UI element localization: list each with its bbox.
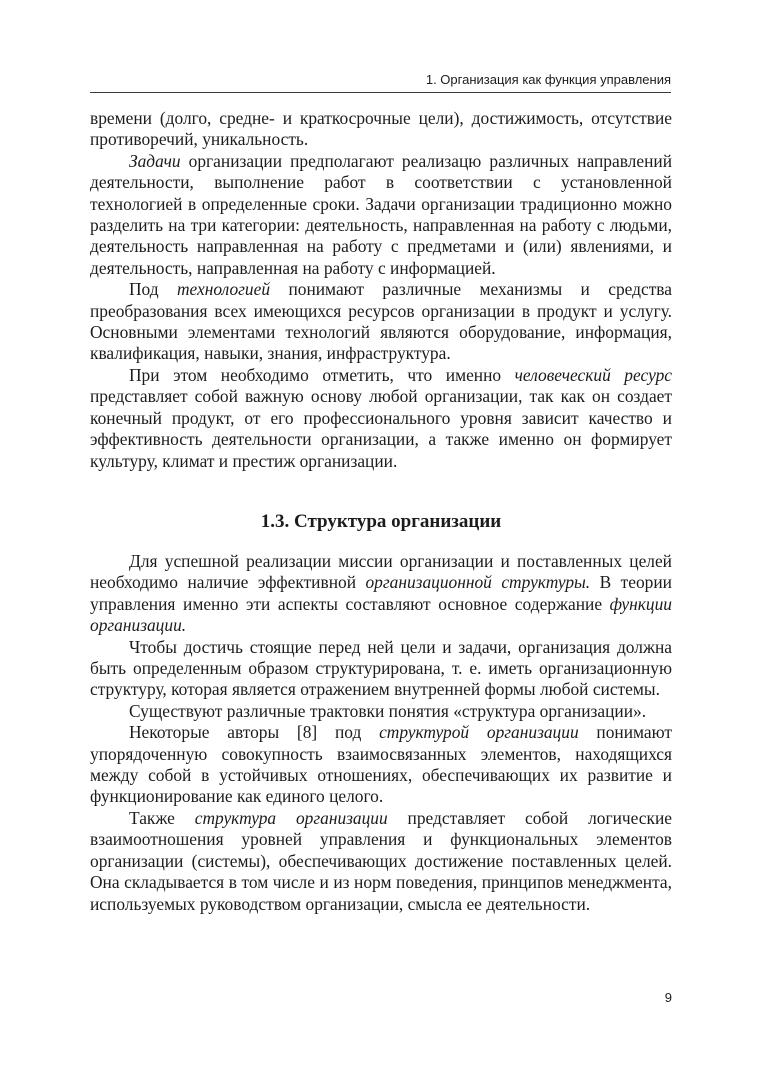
paragraph-human-resource	[90, 365, 672, 472]
paragraph-text: организации предполагают реализацю различных направлений деятельности, выполнение работ в соответствии с установленной технологией в определенные сроки. Задачи организации традиционно можно разделить на три категории: деятельность, направленная на работу с людьми, деятельность направленная на работу с предметами и (или) явлениями, и деятельность, направленная на работу с информацией.	[90, 150, 672, 278]
paragraph-continuation	[90, 108, 672, 151]
paragraph-text: времени (долго, средне- и краткосрочные цели), достижимость, отсутствие противоречий, уникальность.	[90, 108, 672, 150]
term-structure: структура организации	[194, 807, 388, 828]
paragraph-technology	[90, 279, 672, 365]
term-technology: технологией	[177, 279, 271, 300]
paragraph-text: Чтобы достичь стоящие перед ней цели и задачи, организация должна быть определенным образом структурирована, т. е. иметь организационную структуру, которая является отражением внутренней формы любой системы.	[90, 636, 672, 700]
page-number: 9	[664, 990, 672, 1005]
paragraph-lead: Под	[129, 279, 177, 300]
term-human-resource: человеческий ресурс	[514, 364, 672, 385]
paragraph-lead: Некоторые авторы [8] под	[129, 722, 380, 743]
paragraph-interpretations	[90, 701, 672, 722]
paragraph-text: представляет собой логические взаимоотношения уровней управления и функциональных элементов организации (системы), обеспечивающих достижение поставленных целей. Она складывается в том числе и из норм поведения, принципов менеджмента, используемых руководством организации, смысла ее деятельности.	[90, 807, 672, 914]
paragraph-text: понимают упорядоченную совокупность взаимосвязанных элементов, находящихся между собой в устойчивых отношениях, обеспечивающих их развитие и функционирование как единого целого.	[90, 722, 672, 807]
section-heading: 1.3. Структура организации	[260, 511, 502, 532]
paragraph-goals	[90, 637, 672, 701]
paragraph-org-structure	[90, 551, 672, 637]
paragraph-lead: Для успешной реализации миссии организации и поставленных целей необходимо наличие эффективной	[90, 551, 672, 593]
body-text-lower	[90, 551, 672, 915]
paragraph-text: понимают различные механизмы и средства преобразования всех имеющихся ресурсов организации в продукт и услугу. Основными элементами технологий являются оборудование, информация, квалификация, навыки, знания, инфраструктура.	[90, 279, 672, 364]
paragraph-text: В теории управления именно эти аспекты составляют основное содержание	[90, 572, 672, 614]
paragraph-tasks	[90, 151, 672, 279]
term-tasks: Задачи	[129, 150, 181, 171]
paragraph-lead: При этом необходимо отметить, что именно	[129, 364, 515, 385]
body-text-upper	[90, 108, 672, 472]
paragraph-lead: Также	[129, 807, 195, 828]
term-structure: структурой организации	[379, 722, 579, 743]
running-header-title: 1. Организация как функция управления	[425, 72, 671, 87]
term-org-structure: организационной структуры.	[365, 572, 591, 593]
paragraph-also	[90, 808, 672, 915]
paragraph-text: представляет собой важную основу любой организации, так как он создает конечный продукт, от его профессионального уровня зависит качество и эффективность деятельности организации, а также именно он формирует культуру, климат и престиж организации.	[90, 386, 672, 471]
paragraph-text: Существуют различные трактовки понятия «структура организации».	[129, 700, 647, 721]
running-header	[90, 72, 671, 93]
paragraph-authors	[90, 722, 672, 808]
term-org-function: функции организации.	[90, 593, 672, 636]
